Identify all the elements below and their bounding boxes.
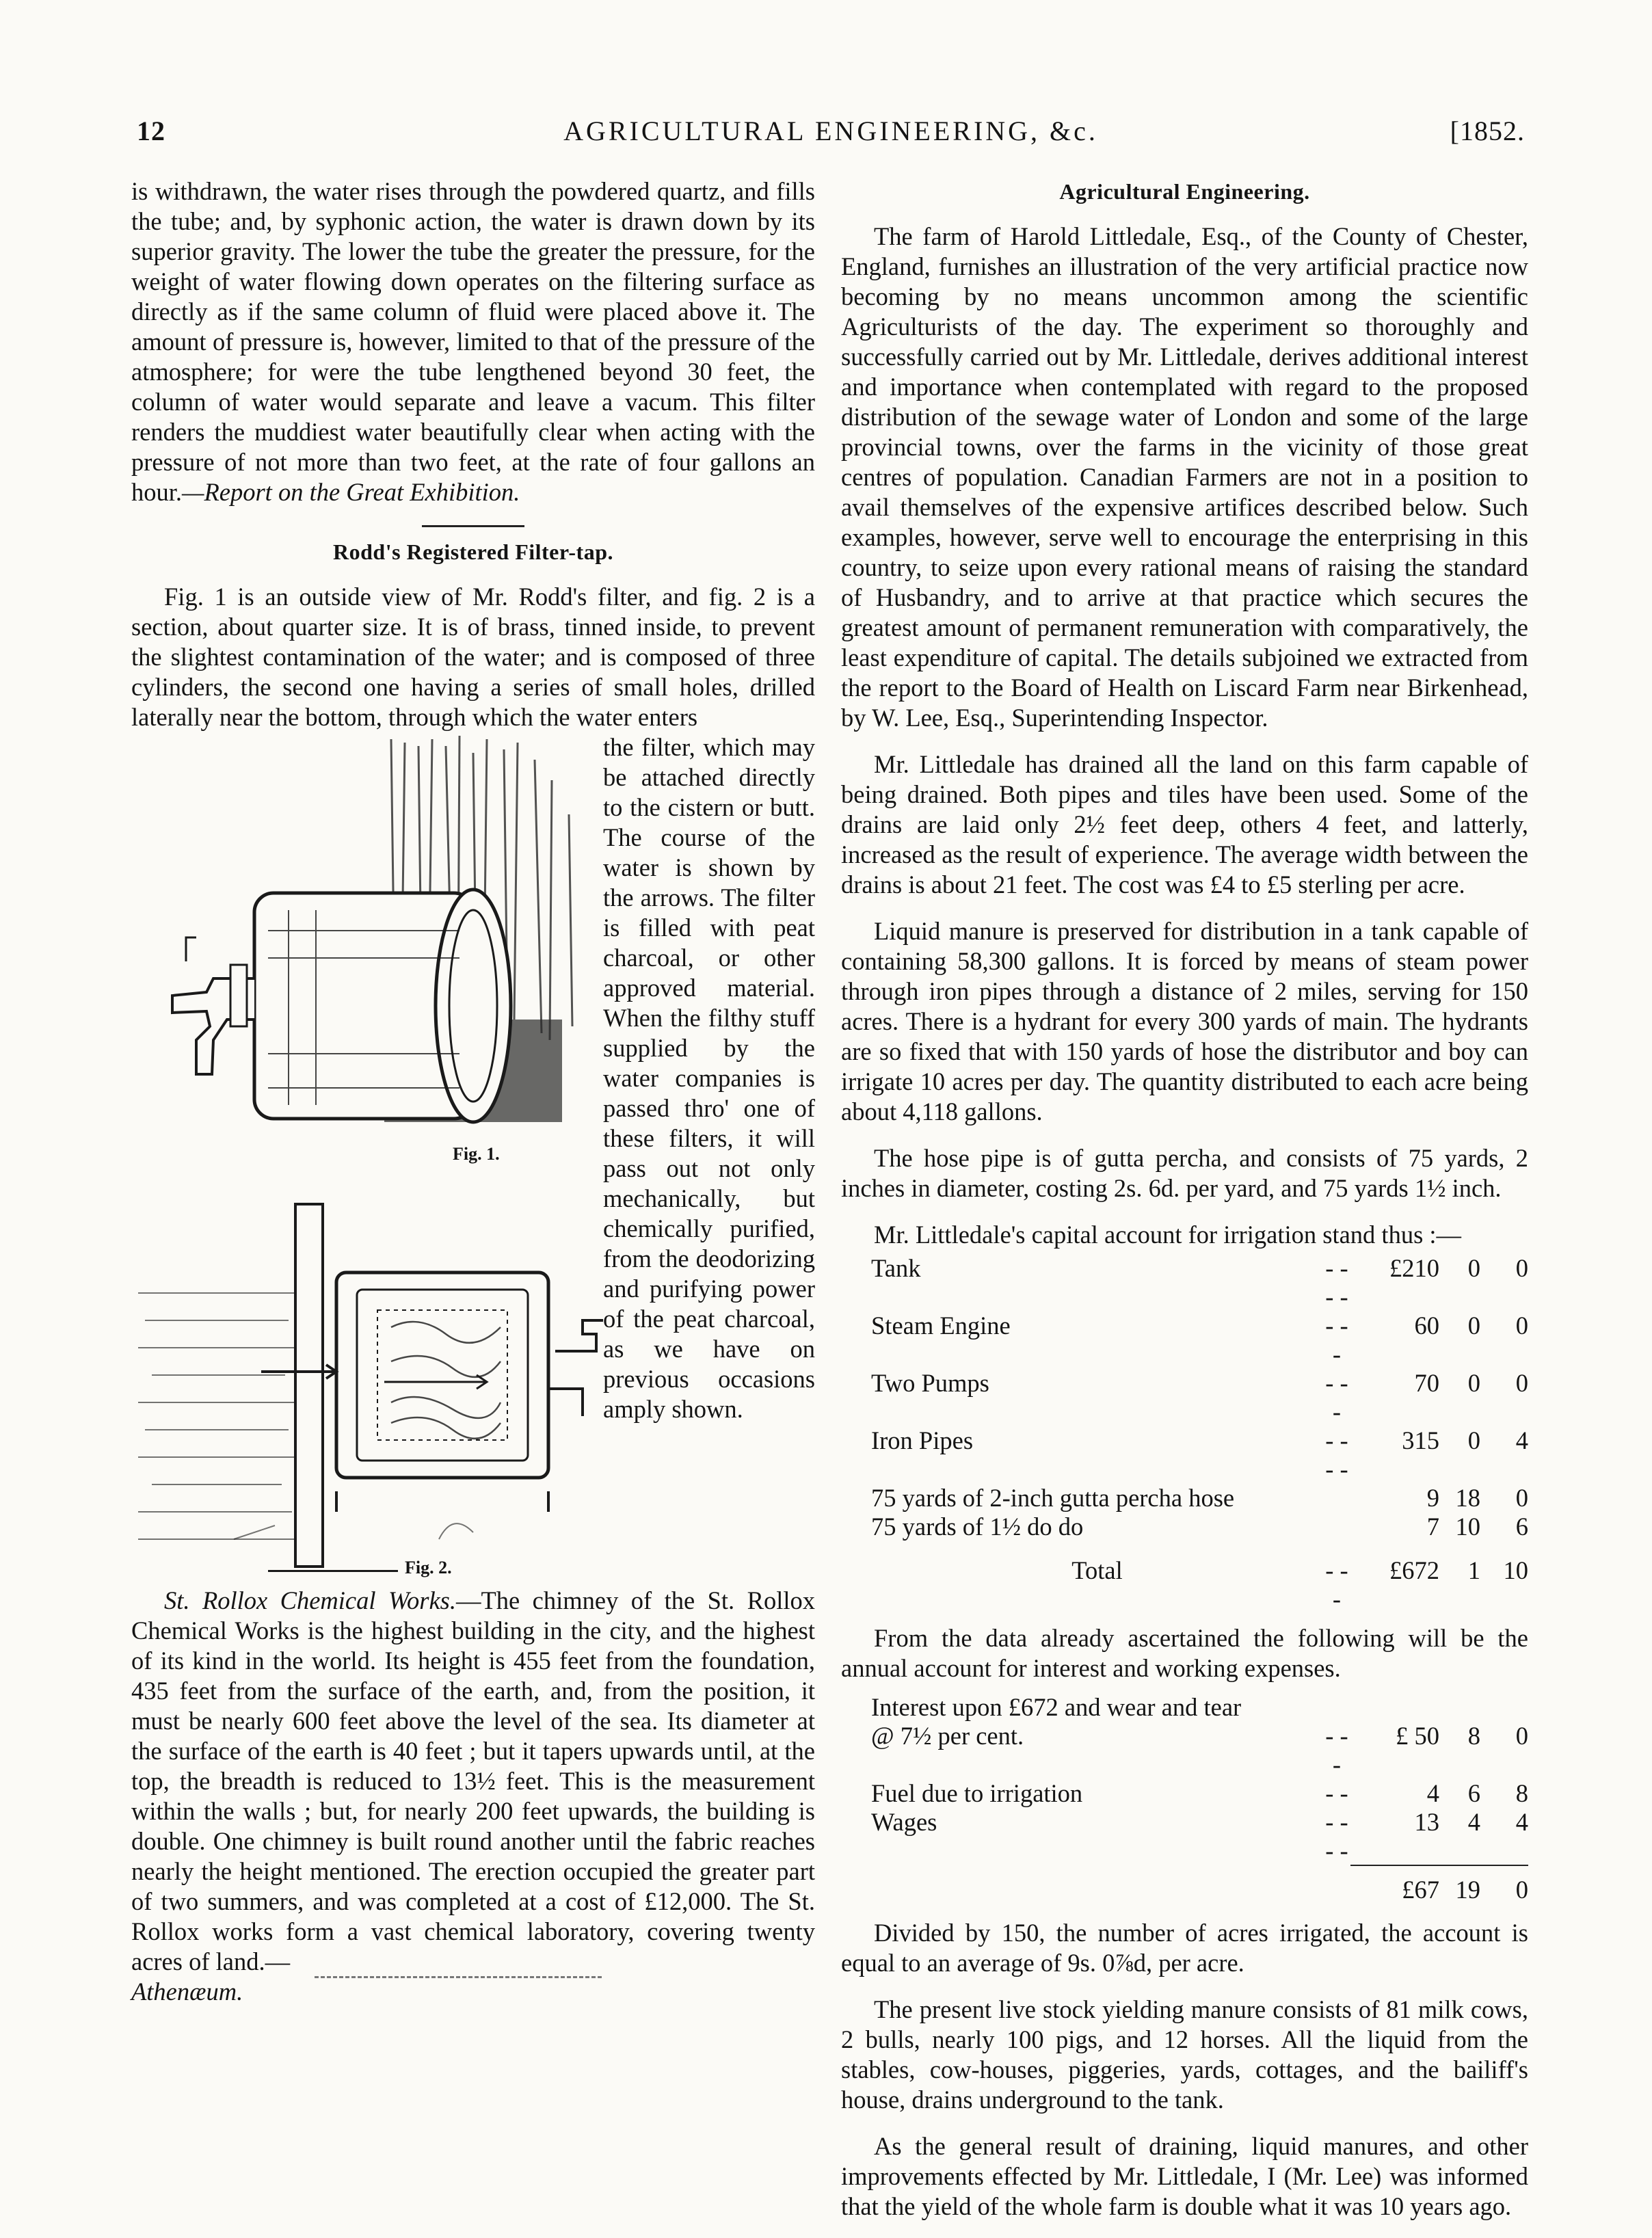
agri-paragraph-4: The hose pipe is of gutta percha, and consists of 75 yards, 2 inches in diameter, costing 2s. 6d. per yard, and 75 yards 1½ inch. — [841, 1144, 1528, 1202]
left-column — [131, 176, 815, 2023]
agri-paragraph-7: As the general result of draining, liquid manures, and other improvements effected by Mr. Littledale, I (Mr. Lee) was informed that the yield of the whole farm is double what it was 10 years ago. — [841, 2132, 1528, 2220]
account-item: 75 yards of 1½ do do — [871, 1513, 1084, 1541]
account-dashes — [1323, 1484, 1350, 1513]
annual-total-spacer — [841, 1876, 1323, 1904]
account-item: Iron Pipes — [871, 1426, 974, 1454]
account-dashes: - - - — [1325, 1311, 1348, 1368]
rollox-title: St. Rollox Chemical Works. — [164, 1586, 456, 1614]
page-header — [137, 115, 1525, 163]
intro-paragraph: is withdrawn, the water rises through the powdered quartz, and fills the tube; and, by syphonic action, the water is drawn down by its superior gravity. The lower the tube the greater the pressure, for the weight of water flowing down operates on the filtering surface as directly as if the same column of fluid were placed above it. The amount of pressure is, however, limited to that of the pressure of the atmosphere; for were the tube lengthened beyond 30 feet, the column of water would separate and leave a vacum. This filter renders the muddiest water beautifully clear when acting with the pressure of not more than two feet, at the rate of four gallons an hour.—Report on the Great Exhibition. — [131, 177, 815, 506]
account-row — [841, 1693, 1528, 1722]
capital-total-row — [841, 1541, 1528, 1614]
agri-paragraph-3: Liquid manure is preserved for distribution in a tank capable of containing 58,300 gallons. It is forced by means of steam power through iron pipes through a distance of 2 miles, serving for 150 acres. There is a hydrant for every 300 yards of main. The hydrants are so fixed that with 150 yards of hose the distributor and boy can irrigate 10 acres per day. The quantity distributed to each acre being about 4,118 gallons. — [841, 917, 1528, 1125]
account-row — [841, 1369, 1528, 1426]
rodd-side-text: the filter, which may be attached directly to the cistern or butt. The course of the water is shown by the arrows. The filter is filled with peat charcoal, or other approved material. When the filthy stuff supplied by the water companies is passed thro' one of these filters, it will pass out not only mechanically, but chemically purified, from the deodorizing and purifying power of the peat charcoal, as we have on previous occasions amply shown. — [603, 733, 815, 1423]
account-pounds: 70 — [1414, 1369, 1439, 1397]
account-item: Wages — [871, 1808, 937, 1836]
account-item: Two Pumps — [871, 1369, 989, 1397]
account-pounds: £ 50 — [1396, 1722, 1439, 1750]
page-end-rule — [315, 1976, 602, 1978]
fig1-drawing — [172, 736, 572, 1122]
capital-total-shillings: 1 — [1467, 1556, 1480, 1584]
annual-total-spacer-2 — [1323, 1876, 1350, 1904]
account-row — [841, 1808, 1528, 1865]
account-dashes — [1323, 1513, 1350, 1541]
account-dashes: - - - - — [1325, 1254, 1348, 1311]
annual-account-table — [841, 1693, 1528, 1904]
capital-account-table — [841, 1254, 1528, 1614]
account-item: Steam Engine — [871, 1311, 1011, 1340]
rollox-citation: Athenæum. — [131, 1977, 243, 2006]
annual-total-shillings: 19 — [1455, 1876, 1480, 1904]
account-pounds: 9 — [1426, 1484, 1439, 1512]
capital-total-pence: 10 — [1503, 1556, 1528, 1584]
account-pence: 4 — [1515, 1426, 1528, 1454]
account-pence: 0 — [1515, 1484, 1528, 1512]
account-row — [841, 1311, 1528, 1369]
account-shillings: 0 — [1467, 1426, 1480, 1454]
fig2-caption: Fig. 2. — [405, 1558, 452, 1577]
agri-paragraph-5: Divided by 150, the number of acres irrigated, the account is equal to an average of 9s. 0⅞d, per acre. — [841, 1919, 1528, 1977]
agri-paragraph-1: The farm of Harold Littledale, Esq., of the County of Chester, England, furnishes an illustration of the very artificial practice now becoming by no means uncommon among the scientific Agriculturists of the day. The experiment so thoroughly and successfully carried out by Mr. Littledale, derives additional interest and importance when contemplated with regard to the proposed distribution of the sewage water of London and some of the large provincial towns, over the farms in the vicinity of those great centres of population. Canadian Farmers are not in a position to avail themselves of the expensive artifices described below. Such examples, however, serve well to encourage the enterprising in this country, to seize upon every rational means of raising the standard of Husbandry, and to arrive at that practice which secures the greatest amount of permanent remuneration with comparatively, the least expenditure of capital. The details subjoined we extracted from the report to the Board of Health on Liscard Farm near Birkenhead, by W. Lee, Esq., Superintending Inspector. — [841, 222, 1528, 732]
rodd-paragraph: Fig. 1 is an outside view of Mr. Rodd's filter, and fig. 2 is a section, about quarter size. It is of brass, tinned inside, to prevent the slightest contamination of the water; and is composed of three cylinders, the second one having a series of small holes, drilled laterally near the bottom, through which the water enters — [131, 583, 815, 731]
account-dashes — [1323, 1693, 1350, 1722]
account-row — [841, 1513, 1528, 1541]
account-dashes: - - - — [1325, 1722, 1348, 1779]
right-column — [841, 176, 1528, 2238]
account-row — [841, 1254, 1528, 1311]
annual-sum-rule-row — [841, 1865, 1528, 1876]
account-shillings: 0 — [1467, 1369, 1480, 1397]
agri-heading: Agricultural Engineering. — [1059, 179, 1310, 204]
account-item: Interest upon £672 and wear and tear — [871, 1693, 1242, 1721]
account-item: Tank — [871, 1254, 921, 1282]
annual-total-row — [841, 1876, 1528, 1904]
account-pounds: 7 — [1426, 1513, 1439, 1541]
account-row — [841, 1426, 1528, 1484]
account-shillings: 18 — [1455, 1484, 1480, 1512]
capital-total-dashes: - - - — [1325, 1556, 1348, 1613]
figure-block — [131, 732, 815, 1577]
account-pence: 6 — [1515, 1513, 1528, 1541]
capital-total-label: Total — [1071, 1556, 1123, 1584]
account-pence: 8 — [1515, 1779, 1528, 1807]
account-row — [841, 1722, 1528, 1779]
account-pounds: 4 — [1426, 1779, 1439, 1807]
fig1-caption: Fig. 1. — [453, 1144, 500, 1164]
filter-figures — [131, 732, 610, 1577]
account-shillings — [1439, 1693, 1480, 1722]
annual-intro: From the data already ascertained the following will be the annual account for interest and working expenses. — [841, 1624, 1528, 1682]
annual-total-pounds: £67 — [1402, 1876, 1439, 1904]
fig2-drawing — [138, 1204, 603, 1572]
account-pence: 0 — [1515, 1722, 1528, 1750]
account-row — [841, 1779, 1528, 1808]
account-shillings: 4 — [1467, 1808, 1480, 1836]
account-shillings: 8 — [1467, 1722, 1480, 1750]
account-shillings: 6 — [1467, 1779, 1480, 1807]
account-row — [841, 1484, 1528, 1513]
account-dashes: - - - - — [1325, 1808, 1348, 1865]
capital-intro: Mr. Littledale's capital account for irrigation stand thus :— — [874, 1221, 1462, 1249]
account-pounds: 315 — [1402, 1426, 1439, 1454]
account-item: Fuel due to irrigation — [871, 1779, 1083, 1807]
account-pence — [1480, 1693, 1528, 1722]
account-dashes: - - — [1325, 1779, 1348, 1807]
annual-total-pence: 0 — [1515, 1876, 1528, 1904]
account-dashes: - - - — [1325, 1369, 1348, 1426]
account-shillings: 0 — [1467, 1254, 1480, 1282]
account-pence: 0 — [1515, 1254, 1528, 1282]
page-number: 12 — [137, 116, 165, 146]
filter-illustration — [131, 732, 610, 1572]
account-pounds: 13 — [1414, 1808, 1439, 1836]
account-item: 75 yards of 2-inch gutta percha hose — [871, 1484, 1235, 1512]
account-item: @ 7½ per cent. — [871, 1722, 1024, 1750]
section-rule — [422, 525, 524, 527]
account-pounds: 60 — [1414, 1311, 1439, 1340]
agri-paragraph-2: Mr. Littledale has drained all the land on this farm capable of being drained. Both pipes and tiles have been used. Some of the drains are laid only 2½ feet deep, others 4 feet, and latterly, increased as the result of experience. The average width between the drains is about 21 feet. The cost was £4 to £5 sterling per acre. — [841, 750, 1528, 898]
rollox-paragraph: St. Rollox Chemical Works.—The chimney of the St. Rollox Chemical Works is the highest building in the city, and the highest of its kind in the world. Its height is 455 feet from the foundation, 435 feet from the surface of the earth, and, from the position, it must be nearly 600 feet above the level of the sea. Its diameter at the surface of the earth is 40 feet ; but it tapers upwards until, at the top, the breadth is reduced to 13½ feet. This is the measurement within the walls ; but, for nearly 200 feet upwards, the building is double. One chimney is built round another until the fabric reaches nearly the height mentioned. The erection occupied the greater part of two summers, and was completed at a cost of £12,000. The St. Rollox works form a vast chemical laboratory, covering twenty acres of land.— Athenæum. — [131, 1586, 815, 2006]
page-year: [1852. — [1450, 116, 1525, 146]
agri-paragraph-6: The present live stock yielding manure consists of 81 milk cows, 2 bulls, nearly 100 pigs, and 12 horses. All the liquid from the stables, cow-houses, piggeries, yards, cottages, and the bailiff's house, drains underground to the tank. — [841, 1995, 1528, 2114]
account-shillings: 10 — [1455, 1513, 1480, 1541]
account-pounds — [1350, 1693, 1439, 1722]
running-title: AGRICULTURAL ENGINEERING, &c. — [563, 116, 1098, 146]
account-dashes: - - - - — [1325, 1426, 1348, 1483]
rodd-heading: Rodd's Registered Filter-tap. — [333, 539, 613, 564]
account-pence: 0 — [1515, 1369, 1528, 1397]
intro-citation: —Report on the Great Exhibition. — [182, 478, 520, 506]
account-pence: 4 — [1515, 1808, 1528, 1836]
account-pence: 0 — [1515, 1311, 1528, 1340]
capital-total-pounds: £672 — [1389, 1556, 1439, 1584]
account-pounds: £210 — [1389, 1254, 1439, 1282]
account-shillings: 0 — [1467, 1311, 1480, 1340]
